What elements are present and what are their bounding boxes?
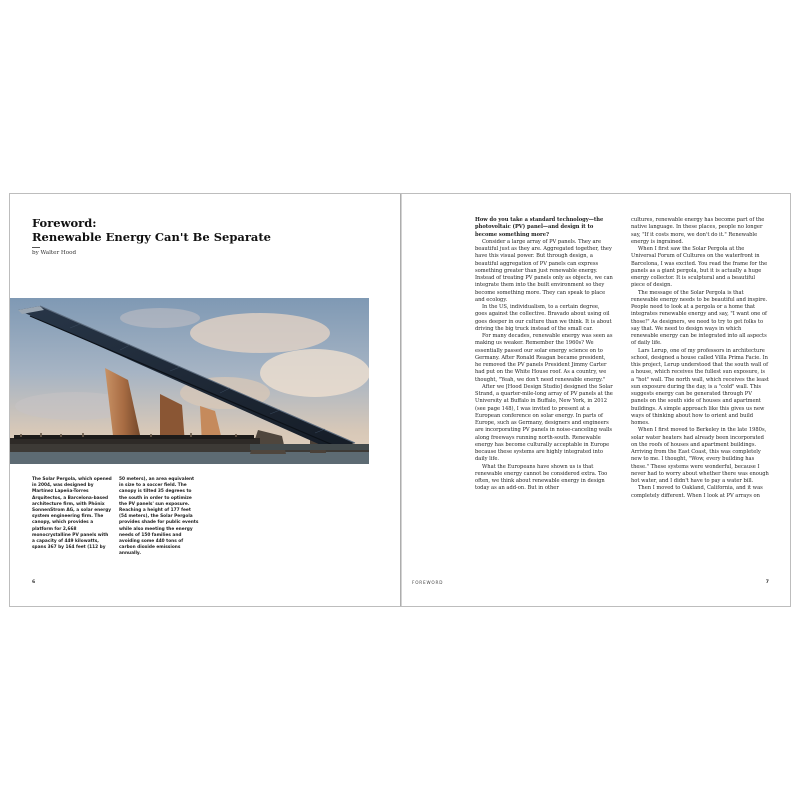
left-page	[10, 194, 400, 606]
photo-caption-col1: The Solar Pergola, which opened in 2004, was designed by Martínez Lapeña-Torres Arquitectos, a Barcelona-based architecture firm, with Phönix SonnenStrom AG, a solar energy system engineering firm. The canopy, which provides a platform for 2,668 monocrystalline PV panels with a capacity of 449 kilowatts, spans 367 by 164 feet (112 by	[32, 477, 112, 551]
book-spread	[9, 193, 791, 607]
photo-caption-col2: 50 meters), an area equivalent in size to a soccer field. The canopy is tilted 35 degrees to the south in order to optimize the PV panels' sun exposure. Reaching a height of 177 feet (54 meters), the Solar Pergola provides shade for public events while also meeting the energy needs of 150 families and avoiding some 440 tons of carbon dioxide emissions annually.	[119, 477, 199, 557]
right-page	[402, 194, 791, 606]
body-paragraph: After we [Hood Design Studio] designed the Solar Strand, a quarter-mile-long array of PV panels at the University at Buffalo in Buffalo, New York, in 2012 (see page 148), I was invited to present at a European conference on solar energy. In parts of Europe, such as Germany, designers and engineers are incorporating PV panels in noise-canceling walls along freeways running north-south. Renewable energy has become culturally acceptable in Europe because these systems are highly integrated into daily life.	[475, 383, 613, 463]
chapter-title-line1: Foreword:	[32, 216, 97, 230]
folio-right: 7	[765, 580, 769, 585]
text-column-2	[631, 217, 769, 500]
title-rule	[32, 247, 40, 248]
body-paragraph: When I first moved to Berkeley in the late 1980s, solar water heaters had already been incorporated on the roofs of houses and apartment buildings. Arriving from the East Coast, this was completely new to me. I thought, "Wow, every building has these." These systems were wonderful, because I never had to worry about whether there was enough hot water, and I didn't have to pay a water bill.	[631, 427, 769, 484]
body-paragraph: When I first saw the Solar Pergola at the Universal Forum of Cultures on the waterfront in Barcelona, I was excited. You read the frame for the panels as a giant pergola, but it is actually a huge energy collector. It is sculptural and a beautiful piece of design.	[631, 246, 768, 289]
body-paragraph: In the US, individualism, to a certain degree, goes against the collective. Bravado about using oil goes deeper in our culture than we think. It is about driving the big truck instead of the small car.	[475, 304, 612, 332]
body-paragraph: cultures, renewable energy has become part of the native language. In these places, people no longer say, "If it costs more, we don't do it." Renewable energy is ingrained.	[631, 217, 765, 245]
byline: by Walter Hood	[32, 250, 77, 256]
solar-pergola-photo	[10, 298, 369, 464]
body-paragraph: Lars Lerup, one of my professors in architecture school, designed a house called Villa Prima Facie. In this project, Lerup understood that the south wall of a house, which receives the fullest sun exposure, is a "hot" wall. The north wall, which receives the least sun exposure during the day, is a "cold" wall. This suggests energy can be generated through PV panels on the south side of houses and apartment buildings. A simple approach like this gives us new ways of thinking about how to orient and build homes.	[631, 347, 769, 426]
body-paragraph: Consider a large array of PV panels. They are beautiful just as they are. Aggregated together, they have this visual power. But through design, a beautiful aggregation of PV panels can express something greater than just renewable energy. Instead of treating PV panels only as objects, we can integrate them into the built environment so they become something more. They can speak to place and ecology.	[475, 238, 613, 303]
lead-question: How do you take a standard technology—the photovoltaic (PV) panel—and design it to become something more?	[475, 217, 604, 238]
chapter-title-line2: Renewable Energy Can't Be Separate	[32, 230, 271, 244]
body-paragraph: What the Europeans have shown us is that renewable energy cannot be considered extra. Too often, we think about renewable energy in design today as an add-on. But in other	[475, 463, 608, 492]
solar-pergola-image	[10, 298, 369, 464]
body-paragraph: The message of the Solar Pergola is that renewable energy needs to be beautiful and inspire. People need to look at a pergola or a home that integrates renewable energy and say, "I want one of those!" As designers, we need to try to get folks to say that. We need to design ways in which renewable energy can be integrated into all aspects of daily life.	[631, 289, 768, 347]
text-column-1	[475, 217, 613, 493]
body-paragraph: For many decades, renewable energy was seen as making us weaker. Remember the 1960s? We essentially passed our solar energy science on to Germany. After Ronald Reagan became president, he removed the PV panels President Jimmy Carter had put on the White House roof. As a country, we thought, "Yeah, we don't need renewable energy."	[475, 333, 613, 383]
chapter-title	[32, 216, 362, 244]
running-head: FOREWORD	[412, 580, 444, 585]
folio-left: 6	[32, 580, 36, 585]
body-paragraph: Then I moved to Oakland, California, and it was completely different. When I look at PV arrays on	[631, 485, 763, 499]
